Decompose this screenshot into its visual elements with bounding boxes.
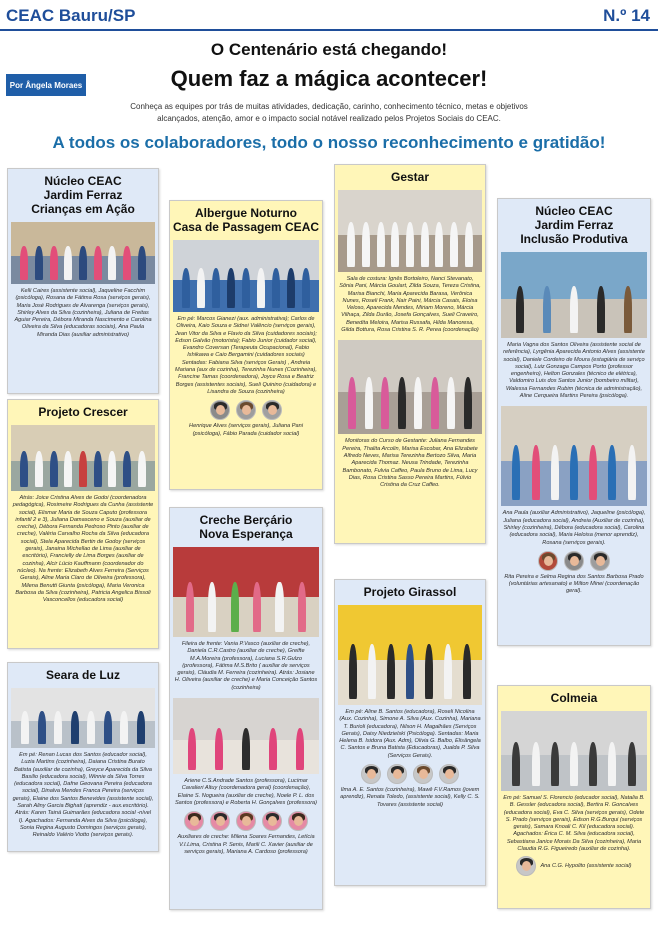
card-jardim-ferraz-criancas — [7, 168, 159, 394]
team-photo-secondary — [501, 406, 647, 506]
avatar — [262, 811, 282, 831]
avatar — [439, 764, 459, 784]
avatar — [236, 400, 256, 420]
card-projeto-crescer — [7, 399, 159, 649]
team-photo — [338, 605, 482, 705]
card-jardim-ferraz-inclusao — [497, 198, 651, 646]
team-photo-secondary — [173, 698, 319, 774]
team-photo-secondary — [338, 340, 482, 434]
card-caption: Sala de costura: Ignês Bortoleiro, Nanci Stevanato, Sônia Pani, Márcia Goulart, Zilda Souza, Tereza Cristina, Marisa Bianchi, Maria Aparecida Barasa, Verônica Nunes, Roseli Frank, Nair Paini, Márcia Casais, Eloisa Veloso, Aparecida Mendes, Miriam Moreno, Márcia Vilhaça, Zilda Durão, Josefa Gonçalves, Sueli Craveiro, Benedita Meloira, Marisa Russafa, Hilda Manoresa, Gilda Bottura, Rosa Cristina S. R. Perea (coordenação) — [339, 276, 481, 334]
card-projeto-girassol — [334, 579, 486, 886]
team-photo — [501, 711, 647, 791]
avatar — [413, 764, 433, 784]
card-caption-secondary: Ana C.G. Hypolito (assistente social) — [540, 862, 632, 869]
card-title: Projeto Girassol — [363, 585, 457, 599]
masthead — [0, 0, 658, 30]
card-caption-tertiary: Auxiliares de creche: Milena Soares Fernandes, Letícia V.I.Lima, Cristina P. Senis, Marili C. Xavier (auxiliar de serviços gerais), Mariana A. Cardoso (professora) — [177, 834, 315, 855]
card-caption-secondary: Ariene C.S.Andrade Santos (professora), Lucimar Cavalieri Altuy (coordenadora geral) (coordenação), Elaine S. Nogueira (auxiliar de creche), Noele P. L. dos Santos (professora) e Roberta H. Gonçalves (professora) — [174, 778, 318, 806]
avatar-row — [498, 856, 650, 876]
card-caption-secondary: Henrique Alves (serviços gerais), Juliana Pani (psicóloga), Fábio Parada (cuidador social) — [189, 423, 303, 437]
card-title: Projeto Crescer — [38, 405, 128, 419]
issue-number: N.º 14 — [603, 6, 650, 25]
team-photo — [11, 425, 155, 491]
card-title: Núcleo CEAC Jardim Ferraz Inclusão Produtiva — [520, 204, 628, 246]
card-caption: Maria Vagna dos Santos Oliveira (assistente social de referência), Lyrgênia Aparecida Antonio Alves (assistente social), Daniele Cordeiro de Moura (estagiária de serviço social), Luiz Gonzaga Campos Porto (professor engenheiro), Helton Gonzales (técnico de elétrica), Valdomiro Luis dos Santos Junior (bombeiro militar), Walessa Fernandes Rubim (técnica de administração), Aline Cerqueira Martins Pereira (psicóloga). — [503, 342, 645, 400]
card-seara-de-luz — [7, 662, 159, 852]
avatar-row — [170, 811, 322, 831]
avatar — [210, 811, 230, 831]
avatar — [387, 764, 407, 784]
headline-centenario: O Centenário está chegando! — [210, 40, 448, 59]
avatar — [538, 551, 558, 571]
tagline: A todos os colaboradores, todo o nosso reconhecimento e gratidão! — [52, 133, 606, 152]
team-photo — [338, 190, 482, 272]
card-caption: Em pé: Aline B. Santos (educadora), Roseli Nicolina (Aux. Cozinha), Simone A. Silva (Aux. Cozinha), Mariana T. Burioli (educadora), Nilson H. Magalhães (Serviços Gerais), Daisy Niedzielski (Psicóloga). Sentadas: Maria Helena B. Isidora (Aux. Adm), Olivia G. Balbo, Elisângela C. Santos e Bruna Batista (Educadoras), Jualda P. Silva (Serviços Gerais). — [339, 709, 481, 759]
avatar — [288, 811, 308, 831]
card-creche-bercario — [169, 507, 323, 910]
avatar — [516, 856, 536, 876]
card-colmeia — [497, 685, 651, 909]
card-caption-secondary: Ilma A. E. Santos (cozinheira), Mawê F.V.Ramos (jovem aprendiz), Renata Toledo, (assistente social), Kelly C. S. Tovares (assistente social) — [340, 787, 480, 808]
card-title: Núcleo CEAC Jardim Ferraz Crianças em Ação — [31, 174, 135, 216]
card-caption: Em pé: Marcos Gianezi (aux. administrativa); Carlos de Oliveira, Kaio Souza e Sidnei Valêncio (serviços gerais), Jean Vitor da Silva e Flavio da Silva (cuidadores sociais); Edson Galvão (motorista); Fabio Junior (cuidador social), Evandro Coversan (Terapeuta Ocupacional), Fabio Ishikawa e Caio Bergamini (cuidadores sociais) Sentadas: Fabiana Silva (serviços Gerais) , Andreia Mariana (aux de cozinha), Terezinha Nunes (Cozinheira), Francine Tamas (coordenadora), Joyce Rosa e Beatriz Borges (assistentes sociais), Sueli Quinino (cuidadora) e Lisandra de Souza (cozinheira) — [175, 316, 317, 395]
avatar — [590, 551, 610, 571]
masthead-rule — [0, 29, 658, 31]
card-caption: Kelli Caires (assistente social), Jaqueline Facchim (psicóloga), Rosana de Fátima Rosa (serviços gerais), Maria José Rodrigues de Alvarenga (serviços gerais), Shirley Alves da Silva (cozinheira), Juliana de Freitas Aguiar Pereira, Débora Miranda Nascimento e Carolina Oliveira da Silva (educadoras sociais), Ana Paula Miranda Dias (auxiliar administrativo) — [14, 288, 152, 338]
avatar-row — [170, 400, 322, 420]
avatar-row — [498, 551, 650, 571]
card-title: Albergue Noturno Casa de Passagem CEAC — [172, 206, 320, 234]
intro-paragraph: Conheça as equipes por trás de muitas atividades, dedicação, carinho, conhecimento técnico, metas e objetivos alcançados, atenção, amor e o impacto social notável realizado pelos Projetos Sociais do CEAC. — [130, 102, 528, 123]
card-title: Seara de Luz — [45, 668, 121, 682]
avatar — [236, 811, 256, 831]
avatar — [262, 400, 282, 420]
card-caption-secondary: Ana Paula (auxiliar Administrativo), Jaqueline (psicóloga), Juliana (educadora social), Andreia (Auxiliar de cozinha), Shirley (cozinheira), Débora (educadora social), Carolina (educadora social), Maria Heloisa (menor aprendiz), Rosana (serviços gerais). — [502, 510, 646, 546]
card-albergue-noturno — [169, 200, 323, 490]
card-caption: Em pé: Renan Lucas dos Santos (educador social), Luzia Martins (cozinheira), Daiana Cristina Burato Batista (auxiliar de cozinha), Greyce Aparecida da Silva Basilio (educadora social), Winnie da Silva Torres (educadora social), Dafne Geovana Pereira (educadora social), Dinalva Mendes Franca Pereira (serviços gerais), Elaine dos Santos Benevides (assistente social), Sarah Aliny Garcia Bighati (aprendiz - aux.escritório). Atrás: Karen Tainá Guimarães (educadora social -nível I). Agachados: Fernanda Alves da Silva (psicóloga), Sonia Regina Augusto Domingos (serviços gerais), Reinaldo Valério Viotto (serviços gerais). — [12, 752, 154, 839]
card-caption-tertiary: Rita Pereira e Selma Regina dos Santos Barbosa Prado (voluntárias artesanato) e Milton Minei (coordenação geral). — [504, 573, 644, 595]
avatar — [361, 764, 381, 784]
team-photo — [11, 688, 155, 748]
avatar — [184, 811, 204, 831]
card-caption-secondary: Monitoras do Curso de Gestante: Juliana Fernandes Pereira, Thalita Arcolin, Marisa Escobar, Ana Elizabete Alfredo Neves, Marisa Terezinha Bertozo Silva, Maria Aparecida Thomaz. Neusa Trindade, Terezinha Bambonato, Fulvia Caffeo, Paula Bruno de Lima, Lucy Dias, Rosa Cristina Sasso Pereira Martins, Fúlvio Cristina da Cruz Caffeo. — [342, 438, 478, 489]
card-caption: Atrás: Joice Cristina Alves de Godoi (coordenadora pedagógica), Rosimeire Rodrigues da Cunha (assistente social), Elismar Maria de Souza Caputo (professora infantil 2 e 3), Juliana Damasceno e Souza (auxiliar de creche), Débora Fernanda Pedroso Pinto (auxiliar de creche), Valéria Carvalho Rocha da Silva (educadora social), Stela Aparecida Bertin de Godoy (serviços gerais), Janaina Michellao de Lima (auxiliar de escritório), Francielly de Lima Borges (auxiliar de cozinha), Alcir Lúcio Kauffmann (coordenador do núcleo). Na frente: Elizabeth Alves Ferreira (Serviços Gerais), Aline Maria Claro de Oliveira (professora), Milena Benutti Giunta (psicóloga), Maria Veronica Barbosa da Silva (cozinheira), Patricia Angelica Bissoli Vasconcellos (educadora social) — [12, 495, 154, 604]
avatar — [210, 400, 230, 420]
avatar — [564, 551, 584, 571]
card-caption: Fileira de frente: Vania P.Vasco (auxiliar de creche), Daniela C.R.Castro (auxiliar de creche), Greifte M.A.Moreira (professora), Luciana S.R.Gulzo (professora), Fátima M.S.Brito ( auxiliar de serviços gerais), Cláudia M. Ferreira (cozinheira). Atrás: Josiane H. Oliveira (auxiliar de creche) e Maria Conceição Santos (cozinheira) — [174, 641, 318, 691]
team-photo — [173, 240, 319, 312]
team-photo — [11, 222, 155, 284]
card-gestar — [334, 164, 486, 544]
card-title: Creche Berçário Nova Esperança — [199, 513, 293, 541]
author-badge: Por Ângela Moraes — [6, 74, 86, 96]
card-title: Gestar — [390, 170, 430, 184]
card-caption: Em pé: Samuel S. Florencio (educador social), Natalia B. B. Gessler (educadora social), Bertira R. Goncalves (educadora social), Eva C. Silva (serviços gerais), Odete S. Prado (serviços gerais), Edson R.G.Burqui (serviços gerais), Samara Knoali C. Kil (educadora social). Agachados: Érica C. M. Silva (educadora social), Sebastiana Janice Morais Da Silva (cozinheira), Maria Claudia R.G. Figueiredo (auxiliar de cozinha). — [503, 795, 645, 853]
newsletter-title: CEAC Bauru/SP — [6, 6, 136, 25]
team-photo — [173, 547, 319, 637]
avatar-row — [335, 764, 485, 784]
headline-main: Quem faz a mágica acontecer! — [170, 66, 488, 91]
team-photo — [501, 252, 647, 338]
card-title: Colmeia — [550, 691, 598, 705]
